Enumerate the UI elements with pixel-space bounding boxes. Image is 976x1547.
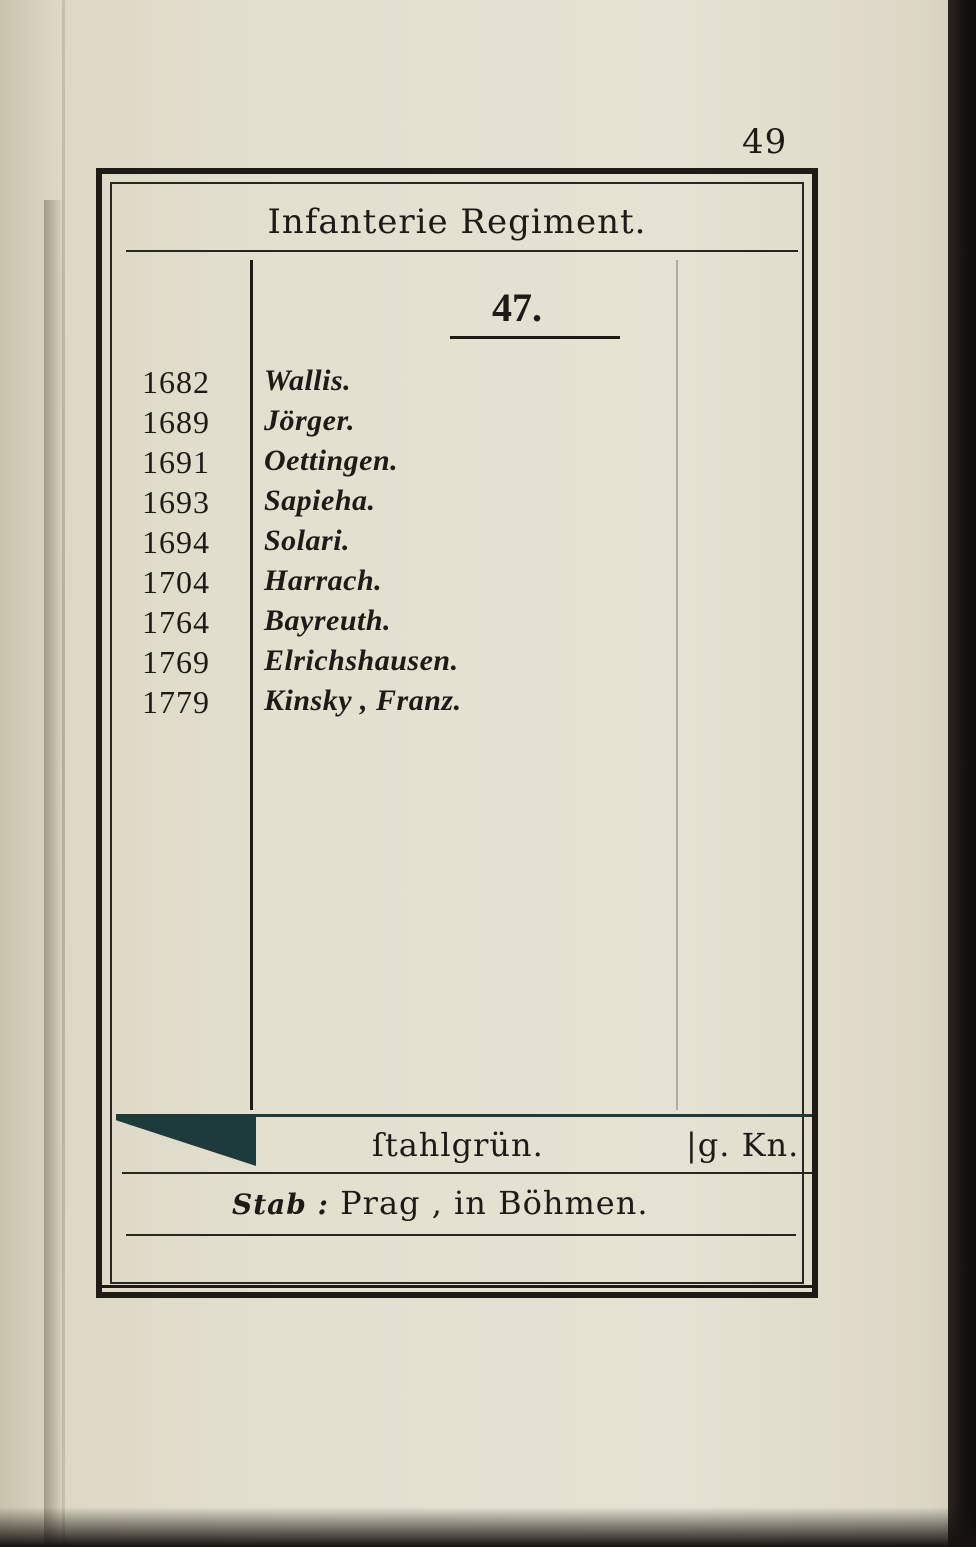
header-rule — [126, 250, 798, 252]
staff-location: Prag , in Böhmen. — [340, 1184, 649, 1222]
owner-year: 1682 — [142, 364, 210, 400]
owner-year: 1764 — [142, 604, 210, 640]
binding-shadow — [44, 200, 64, 1547]
buttons-text: |g. Kn. — [686, 1126, 800, 1164]
list-item — [112, 564, 802, 604]
regiment-number-rule — [450, 336, 620, 339]
facings-band — [116, 1114, 812, 1166]
owner-year: 1693 — [142, 484, 210, 520]
staff-rule — [126, 1234, 796, 1236]
facings-color-text: ſtahlgrün. — [372, 1126, 544, 1164]
list-item — [112, 364, 802, 404]
list-item — [112, 484, 802, 524]
owner-name: Bayreuth. — [264, 604, 392, 637]
owner-name: Oettingen. — [264, 444, 399, 477]
list-item — [112, 684, 802, 724]
staff-line — [232, 1184, 649, 1222]
book-edge-right — [948, 0, 976, 1547]
owner-year: 1704 — [142, 564, 210, 600]
owner-name: Solari. — [264, 524, 351, 557]
book-edge-bottom — [0, 1507, 976, 1547]
staff-label: Stab : — [232, 1188, 329, 1221]
facings-color-swatch — [116, 1114, 256, 1166]
owner-list — [112, 364, 802, 724]
owner-name: Kinsky , Franz. — [264, 684, 462, 717]
header-title: Infanterie Regiment. — [267, 202, 647, 242]
list-item — [112, 644, 802, 684]
owner-name: Wallis. — [264, 364, 352, 397]
list-item — [112, 404, 802, 444]
owner-year: 1769 — [142, 644, 210, 680]
owner-year: 1689 — [142, 404, 210, 440]
list-item — [112, 604, 802, 644]
page-number: 49 — [742, 122, 788, 162]
list-item — [112, 524, 802, 564]
list-item — [112, 444, 802, 484]
owner-year: 1779 — [142, 684, 210, 720]
regiment-table-frame — [96, 168, 818, 1298]
owner-name: Harrach. — [264, 564, 383, 597]
owner-name: Jörger. — [264, 404, 356, 437]
facings-rule — [122, 1172, 812, 1174]
owner-year: 1694 — [142, 524, 210, 560]
regiment-number: 47. — [492, 285, 542, 330]
owner-name: Sapieha. — [264, 484, 376, 517]
owner-name: Elrichshausen. — [264, 644, 459, 677]
inner-frame — [110, 182, 804, 1284]
frame-bottom-rule — [96, 1285, 818, 1298]
owner-year: 1691 — [142, 444, 210, 480]
